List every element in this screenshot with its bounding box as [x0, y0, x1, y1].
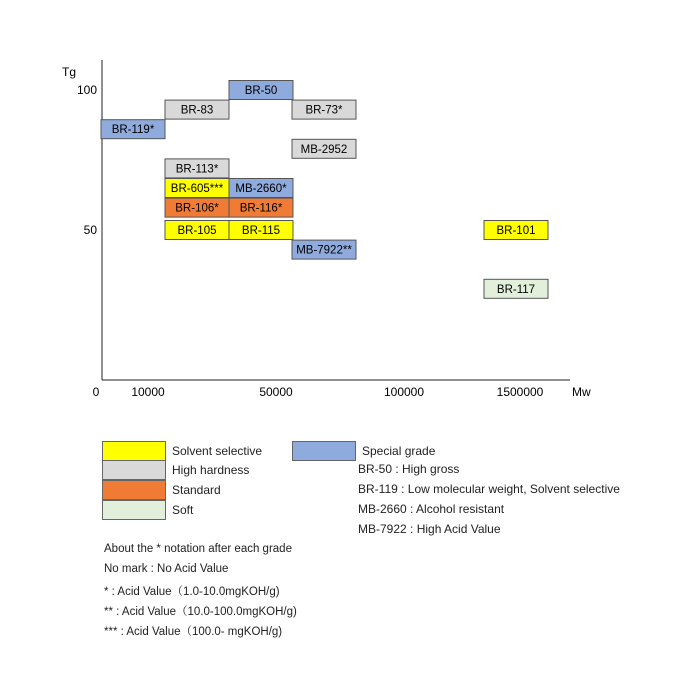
- notation-line: *** : Acid Value（100.0- mgKOH/g): [104, 626, 283, 638]
- grade-box: [229, 198, 293, 217]
- grade-box-label: BR-605***: [170, 183, 224, 195]
- x-tick-label: 100000: [383, 385, 425, 399]
- grade-box: [229, 81, 293, 100]
- grade-box: [292, 139, 356, 158]
- grade-box-label: BR-106*: [175, 202, 219, 215]
- legend-item-soft: [102, 499, 193, 521]
- grade-box-label: MB-2660*: [235, 183, 287, 195]
- grade-box: [165, 198, 229, 217]
- legend-item-standard: [102, 479, 221, 501]
- y-tick-label: 100: [76, 83, 97, 97]
- x-tick-label: 0: [92, 385, 100, 399]
- legend-item-special-grade: [292, 440, 435, 462]
- grade-box: [292, 240, 356, 259]
- grade-box-label: BR-101: [496, 225, 536, 237]
- grade-box: [484, 221, 548, 240]
- x-axis-label: Mw: [572, 385, 591, 399]
- grade-box-label: BR-73*: [305, 104, 343, 117]
- x-tick-label: 50000: [259, 385, 293, 399]
- notation-line: * : Acid Value（1.0-10.0mgKOH/g): [104, 586, 280, 598]
- legend-label-standard: Standard: [172, 483, 221, 497]
- y-axis-label: Tg: [62, 65, 77, 79]
- notation-line: ** : Acid Value（10.0-100.0mgKOH/g): [104, 606, 297, 618]
- legend-swatch-standard: [102, 480, 166, 500]
- grade-box: [229, 179, 293, 198]
- legend-label-solvent-selective: Solvent selective: [172, 444, 263, 458]
- grade-box: [165, 221, 229, 240]
- legend-item-high-hardness: [102, 459, 249, 481]
- legend-label-high-hardness: High hardness: [172, 463, 250, 477]
- legend-swatch-solvent-selective: [102, 441, 166, 461]
- x-tick-label: 10000: [131, 385, 165, 399]
- grade-box: [165, 100, 229, 119]
- grade-box-label: BR-83: [180, 104, 214, 117]
- grade-box-label: BR-115: [241, 225, 281, 237]
- grade-box: [101, 120, 165, 139]
- legend-swatch-high-hardness: [102, 460, 166, 480]
- grade-box: [229, 221, 293, 240]
- y-tick-label: 50: [83, 223, 97, 237]
- grade-box: [165, 179, 229, 198]
- grade-box: [292, 100, 356, 119]
- legend-label-special-grade: Special grade: [362, 444, 436, 458]
- grade-box-label: BR-105: [177, 225, 217, 237]
- grade-box-label: BR-50: [244, 85, 278, 97]
- grade-box-label: BR-117: [496, 283, 536, 296]
- legend-label-soft: Soft: [172, 503, 194, 517]
- grade-box-label: BR-119*: [111, 124, 155, 137]
- notation-line: No mark : No Acid Value: [104, 563, 229, 575]
- grade-box: [165, 159, 229, 178]
- grade-box-label: MB-2952: [300, 143, 348, 156]
- special-note: MB-7922 : High Acid Value: [358, 522, 501, 536]
- special-note: BR-50 : High gross: [358, 462, 460, 476]
- notation-title: About the * notation after each grade: [104, 543, 292, 555]
- grade-box-label: MB-7922**: [296, 244, 352, 257]
- grade-box-label: BR-113*: [175, 163, 219, 176]
- grade-box: [484, 279, 548, 298]
- grade-box-label: BR-116*: [239, 202, 283, 215]
- x-tick-label: 1500000: [496, 385, 544, 399]
- legend-swatch-special-grade: [292, 441, 356, 461]
- special-note: BR-119 : Low molecular weight, Solvent selective: [358, 482, 620, 496]
- legend-swatch-soft: [102, 500, 166, 520]
- special-note: MB-2660 : Alcohol resistant: [358, 502, 505, 516]
